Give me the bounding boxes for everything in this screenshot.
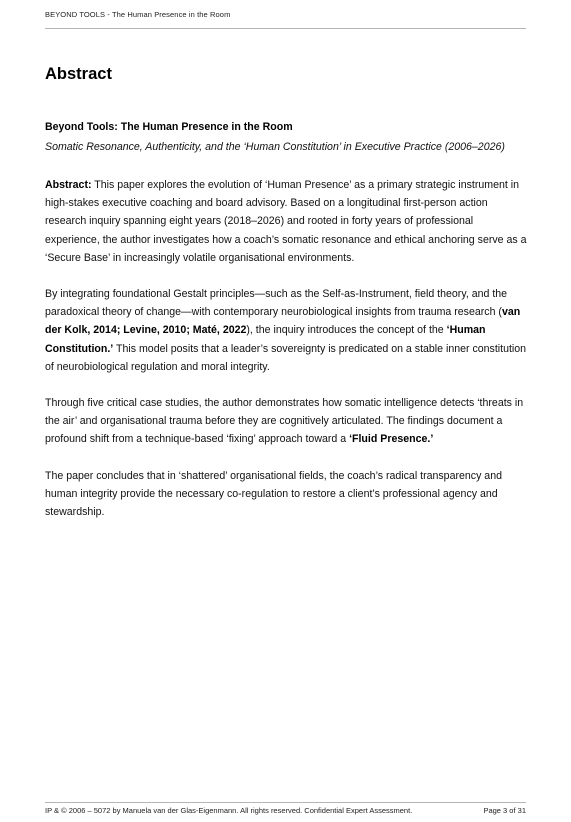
running-header: BEYOND TOOLS - The Human Presence in the Room [45,10,231,19]
document-subtitle: Somatic Resonance, Authenticity, and the ‘Human Constitution’ in Executive Practice (2006–2026) [45,141,505,153]
paragraph-text: This paper explores the evolution of ‘Human Presence’ as a primary strategic instrument in high-stakes executive coaching and board advisory. Based on a longitudinal first-person action research inquiry spanning eight years (2018–2026) and rooted in forty years of professional experience, the author investigates how a coach’s somatic resonance and ethical anchoring serve as a ‘Secure Base’ in increasingly volatile organisational environments. [45,179,527,264]
page-number: Page 3 of 31 [483,806,526,815]
footer-copyright: IP & © 2006 – 5072 by Manuela van der Glas-Eigenmann. All rights reserved. Confidential Expert Assessment. [45,806,413,815]
paragraph-text: ), the inquiry introduces the concept of the [246,324,447,337]
document-title: Beyond Tools: The Human Presence in the Room [45,121,293,133]
key-concept-human-constitution: ‘Human Constitution.’ [45,324,486,355]
integration-paragraph [45,285,527,376]
conclusion-paragraph [45,467,527,522]
abstract-body [45,176,527,539]
paragraph-text: Through five critical case studies, the author demonstrates how somatic intelligence detects ‘threats in the air’ and organisational trauma before they are cognitively articulated. The findings document a profound shift from a technique-based ‘fixing’ approach toward a [45,397,524,446]
section-heading: Abstract [45,65,112,83]
case-studies-paragraph [45,394,527,449]
citation-references: van der Kolk, 2014; Levine, 2010; Maté, 2022 [45,306,521,337]
paragraph-text: This model posits that a leader’s sovereignty is predicated on a stable inner constitution of neurobiological regulation and moral integrity. [45,342,527,373]
header-divider [45,28,526,29]
paragraph-text: By integrating foundational Gestalt principles—such as the Self-as-Instrument, field theory, and the paradoxical theory of change—with contemporary neurobiological insights from trauma research ( [45,288,508,319]
paragraph-text: The paper concludes that in ‘shattered’ organisational fields, the coach’s radical transparency and human integrity provide the necessary co-regulation to restore a client’s professional agency and stewardship. [45,469,502,519]
abstract-paragraph [45,176,527,267]
key-concept-fluid-presence: ‘Fluid Presence.’ [349,433,434,446]
abstract-label: Abstract: [45,179,92,191]
footer-divider [45,802,526,803]
